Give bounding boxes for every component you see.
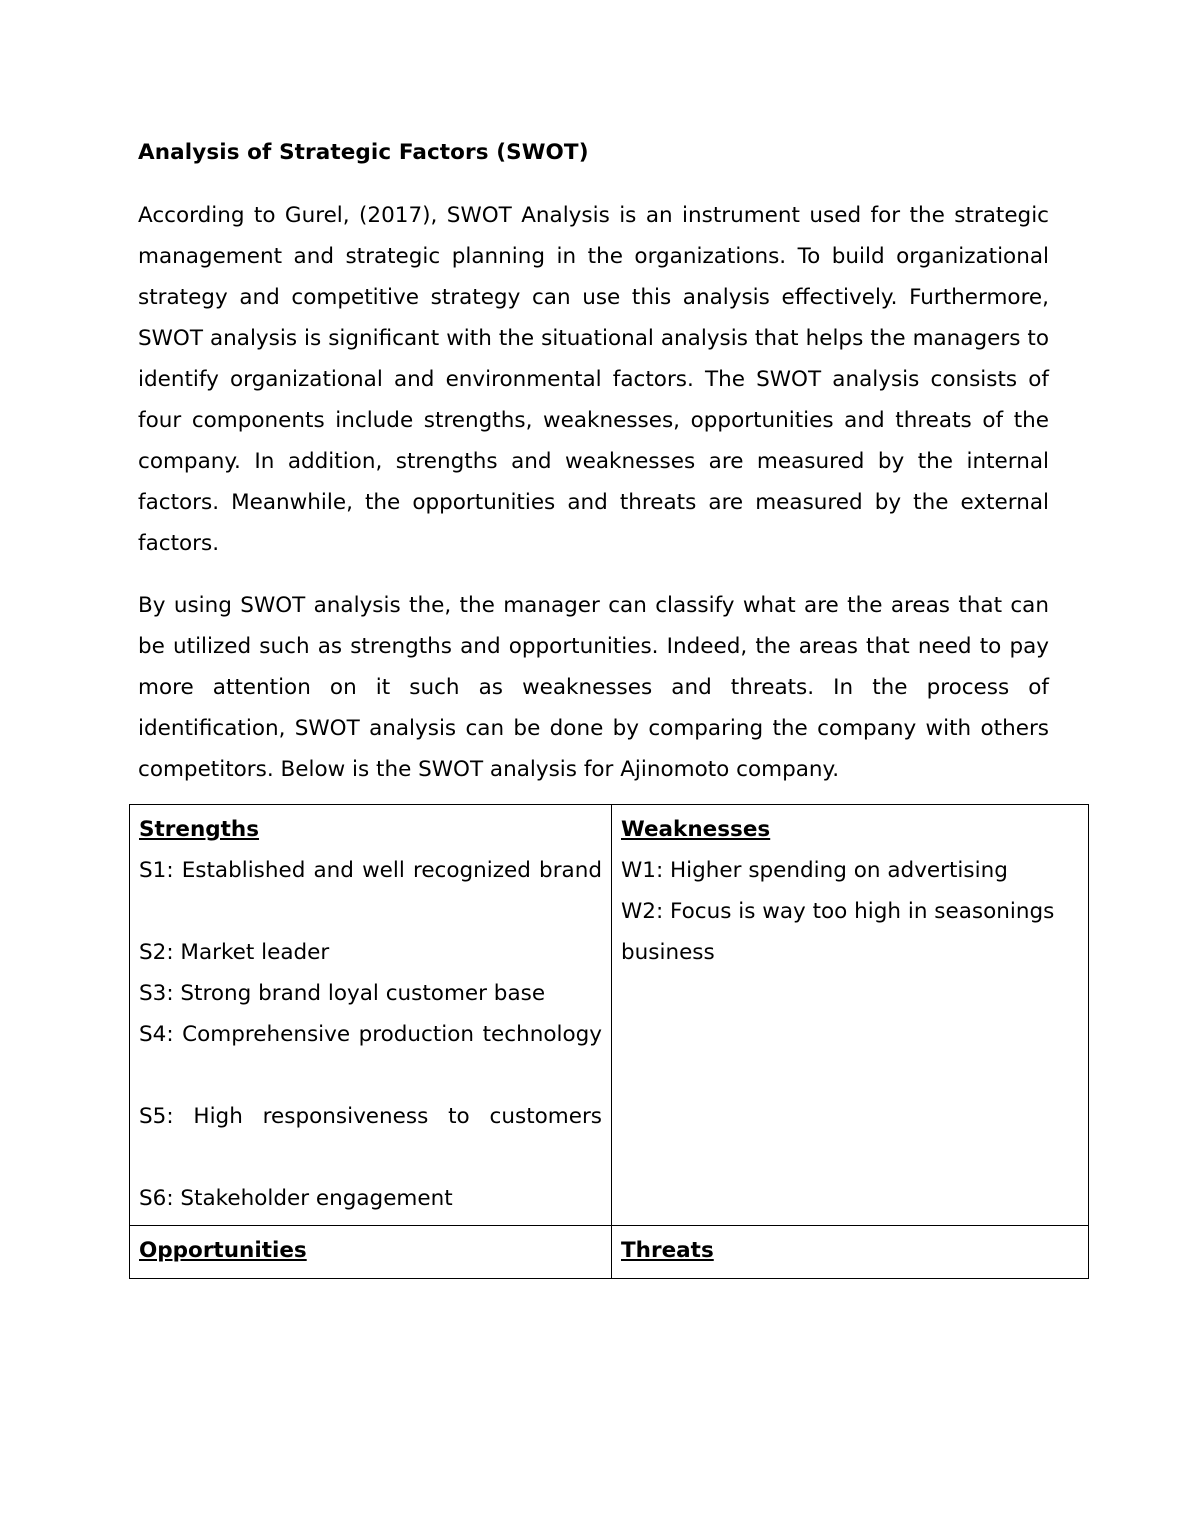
swot-heading-weaknesses: Weaknesses — [621, 817, 771, 842]
document-body — [138, 132, 1055, 1279]
swot-cell-opportunities — [130, 1226, 612, 1279]
swot-heading-opportunities: Opportunities — [139, 1238, 307, 1263]
table-row-strengths-weaknesses — [130, 805, 1089, 1226]
page-title: Analysis of Strategic Factors (SWOT) — [138, 140, 589, 165]
table-row-opportunities-threats — [130, 1226, 1089, 1279]
list-item: S1: Established and well recognized brand — [139, 858, 602, 883]
swot-heading-threats: Threats — [621, 1238, 714, 1263]
swot-cell-weaknesses — [612, 805, 1089, 1226]
paragraph-swot-definition: According to Gurel, (2017), SWOT Analysis is an instrument used for the strategic management and strategic planning in the organizations. To build organizational strategy and competitive strategy can use this analysis effectively. Furthermore, SWOT analysis is significant with the situational analysis that helps the managers to identify organizational and environmental factors. The SWOT analysis consists of four components include strengths, weaknesses, opportunities and threats of the company. In addition, strengths and weaknesses are measured by the internal factors. Meanwhile, the opportunities and threats are measured by the external factors. — [138, 203, 1049, 556]
list-item: S4: Comprehensive production technology — [139, 1022, 602, 1047]
swot-cell-strengths — [130, 805, 612, 1226]
list-item: S3: Strong brand loyal customer base — [139, 981, 546, 1006]
list-item: W2: Focus is way too high in seasonings business — [621, 899, 1055, 965]
swot-heading-strengths: Strengths — [139, 817, 260, 842]
list-item: S5: High responsiveness to customers — [139, 1104, 602, 1129]
paragraph-swot-usage: By using SWOT analysis the, the manager can classify what are the areas that can be utilized such as strengths and opportunities. Indeed, the areas that need to pay more attention on it such as weaknesses and threats. In the process of identification, SWOT analysis can be done by comparing the company with others competitors. Below is the SWOT analysis for Ajinomoto company. — [138, 593, 1049, 782]
swot-list-strengths — [139, 850, 602, 1219]
list-item: S2: Market leader — [139, 940, 330, 965]
swot-matrix-table — [129, 804, 1089, 1279]
swot-cell-threats — [612, 1226, 1089, 1279]
list-item: S6: Stakeholder engagement — [139, 1186, 453, 1211]
list-item: W1: Higher spending on advertising — [621, 858, 1008, 883]
swot-list-weaknesses — [621, 850, 1079, 973]
